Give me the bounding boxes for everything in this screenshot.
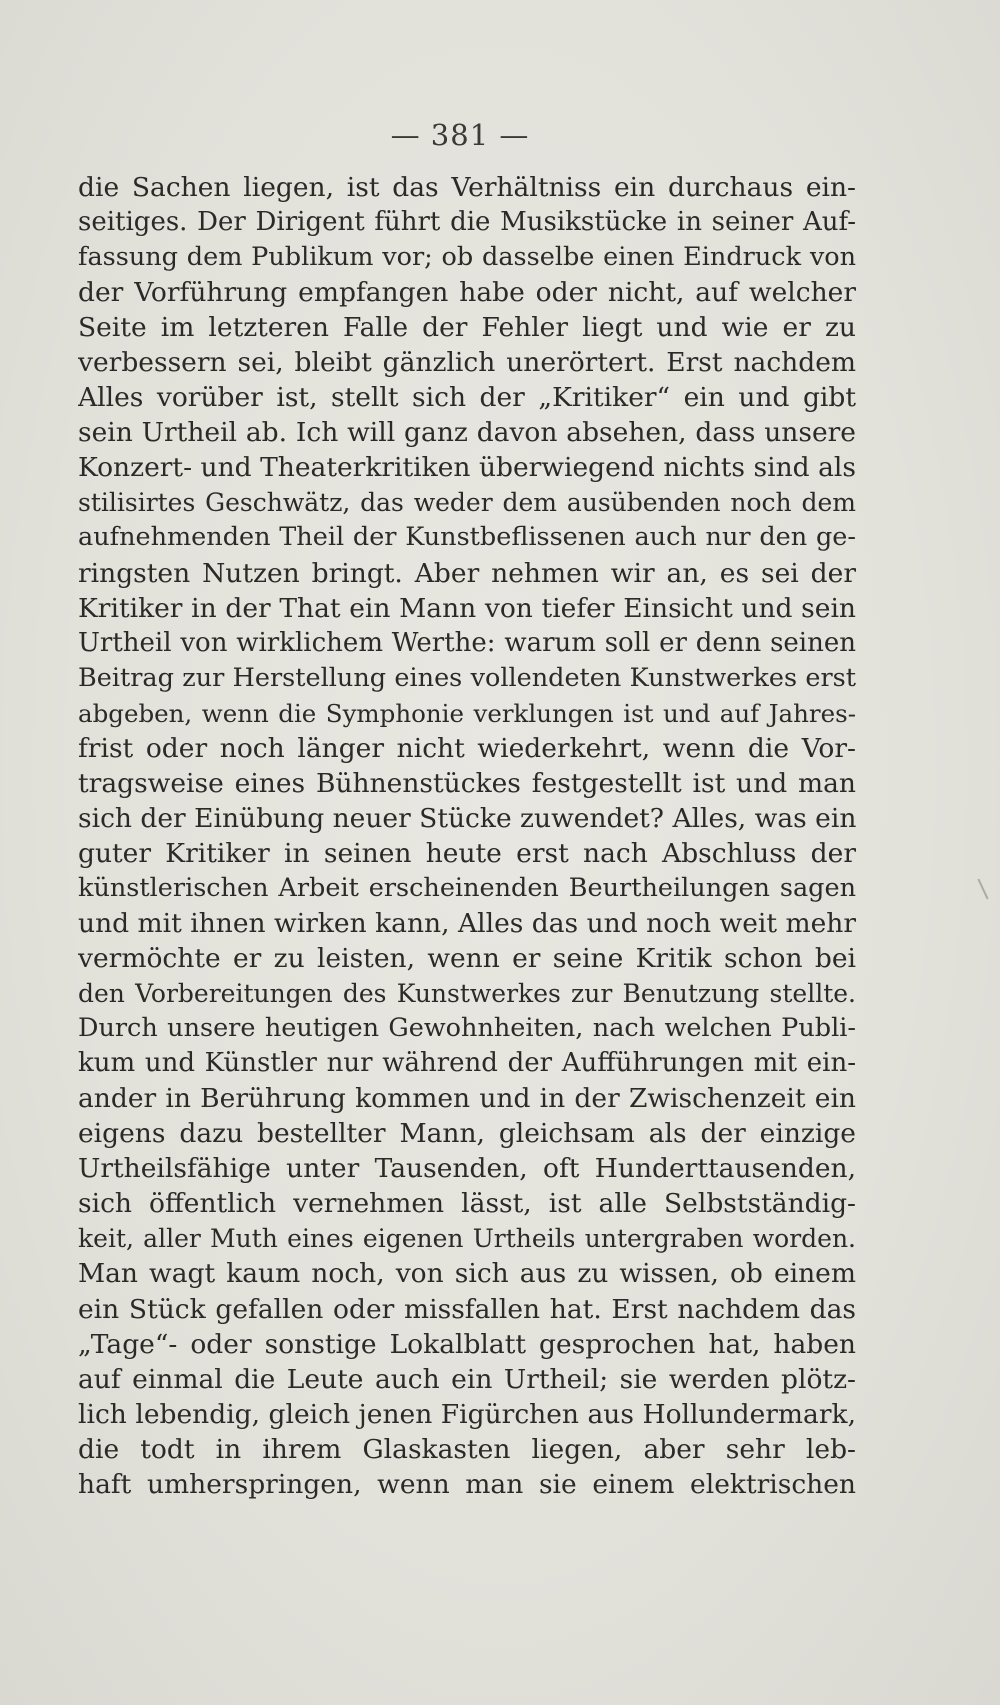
- text-line: Konzert- und Theaterkritiken überwiegend nichts sind als: [78, 452, 856, 484]
- text-line: verbessern sei, bleibt gänzlich unerörtert. Erst nachdem: [78, 347, 856, 379]
- text-line: ringsten Nutzen bringt. Aber nehmen wir an, es sei der: [78, 557, 856, 589]
- text-line: ein Stück gefallen oder missfallen hat. Erst nachdem das: [78, 1293, 856, 1325]
- text-line: lich lebendig, gleich jenen Figürchen aus Hollundermark,: [78, 1398, 856, 1430]
- text-line: haft umherspringen, wenn man sie einem elektrischen: [78, 1468, 856, 1500]
- text-line: Urtheil von wirklichem Werthe: warum soll er denn seinen: [78, 627, 856, 658]
- text-line: fassung dem Publikum vor; ob dasselbe einen Eindruck von: [78, 242, 856, 273]
- text-line: keit, aller Muth eines eigenen Urtheils untergraben worden.: [78, 1224, 856, 1254]
- text-line: vermöchte er zu leisten, wenn er seine Kritik schon bei: [78, 943, 856, 975]
- text-line: sich der Einübung neuer Stücke zuwendet? Alles, was ein: [78, 802, 856, 834]
- text-line: Urtheilsfähige unter Tausenden, oft Hunderttausenden,: [78, 1153, 856, 1185]
- text-line: Seite im letzteren Falle der Fehler liegt und wie er zu: [78, 312, 856, 344]
- text-line: die Sachen liegen, ist das Verhältniss ein durchaus ein-: [78, 172, 856, 203]
- text-line: der Vorführung empfangen habe oder nicht, auf welcher: [78, 277, 856, 309]
- text-line: auf einmal die Leute auch ein Urtheil; sie werden plötz-: [78, 1363, 856, 1395]
- text-line: seitiges. Der Dirigent führt die Musikstücke in seiner Auf-: [78, 207, 856, 238]
- text-line: abgeben, wenn die Symphonie verklungen ist und auf Jahres-: [78, 698, 856, 728]
- text-line: die todt in ihrem Glaskasten liegen, aber sehr leb-: [78, 1433, 856, 1465]
- margin-mark: [977, 879, 988, 900]
- text-line: „Tage“- oder sonstige Lokalblatt gesprochen hat, haben: [78, 1328, 856, 1360]
- text-line: Alles vorüber ist, stellt sich der „Kritiker“ ein und gibt: [78, 382, 856, 414]
- text-line: stilisirtes Geschwätz, das weder dem ausübenden noch dem: [78, 488, 856, 518]
- text-line: sich öffentlich vernehmen lässt, ist alle Selbstständig-: [78, 1188, 856, 1220]
- text-line: Man wagt kaum noch, von sich aus zu wissen, ob einem: [78, 1258, 856, 1290]
- text-line: Beitrag zur Herstellung eines vollendeten Kunstwerkes erst: [78, 662, 856, 693]
- text-line: tragsweise eines Bühnenstückes festgestellt ist und man: [78, 767, 856, 799]
- text-line: sein Urtheil ab. Ich will ganz davon absehen, dass unsere: [78, 417, 856, 449]
- text-line: den Vorbereitungen des Kunstwerkes zur Benutzung stellte.: [78, 979, 856, 1009]
- text-line: kum und Künstler nur während der Aufführungen mit ein-: [78, 1048, 856, 1079]
- text-line: und mit ihnen wirken kann, Alles das und noch weit mehr: [78, 907, 856, 939]
- text-line: frist oder noch länger nicht wiederkehrt, wenn die Vor-: [78, 732, 856, 764]
- text-line: künstlerischen Arbeit erscheinenden Beurtheilungen sagen: [78, 872, 856, 903]
- page-number: — 381 —: [390, 118, 530, 152]
- body-text: [78, 170, 856, 1502]
- text-line: ander in Berührung kommen und in der Zwischenzeit ein: [78, 1083, 856, 1115]
- text-line: guter Kritiker in seinen heute erst nach Abschluss der: [78, 837, 856, 869]
- text-line: eigens dazu bestellter Mann, gleichsam als der einzige: [78, 1118, 856, 1150]
- text-line: Kritiker in der That ein Mann von tiefer Einsicht und sein: [78, 592, 856, 624]
- text-line: aufnehmenden Theil der Kunstbeflissenen auch nur den ge-: [78, 522, 856, 553]
- text-line: Durch unsere heutigen Gewohnheiten, nach welchen Publi-: [78, 1013, 856, 1044]
